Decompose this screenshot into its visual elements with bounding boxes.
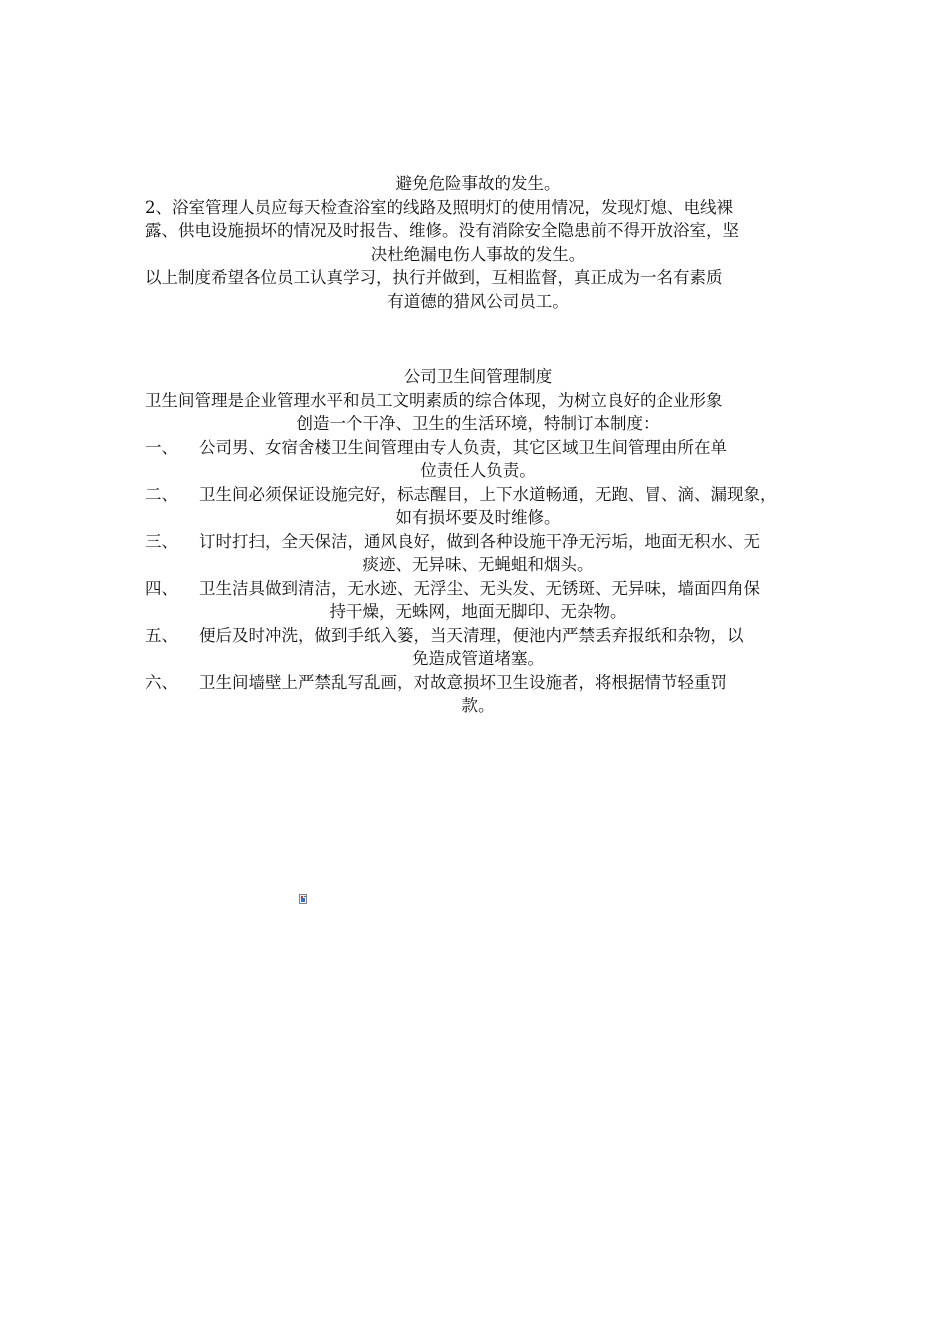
- paragraph-line: 订时打扫，全天保洁，通风良好，做到各种设施干净无污垢，地面无积水、无: [199, 531, 760, 551]
- paragraph-line: 创造一个干净、卫生的生活环境，特制订本制度：: [296, 414, 660, 433]
- paragraph-line: 卫生间必须保证设施完好，标志醒目，上下水道畅通，无跑、冒、滴、漏现象，: [199, 484, 777, 504]
- rule-item: [145, 577, 811, 624]
- rule-item: [145, 483, 811, 530]
- paragraph-line: 卫生间墙壁上严禁乱写乱画，对故意损坏卫生设施者，将根据情节轻重罚: [199, 672, 727, 692]
- paragraph-line: 位责任人负责。: [420, 461, 536, 480]
- rule-item: [145, 624, 811, 671]
- paragraph-line: 卫生洁具做到清洁，无水迹、无浮尘、无头发、无锈斑、无异味，墙面四角保: [199, 578, 760, 598]
- rule-2-paragraph: [145, 196, 811, 267]
- paragraph-line: 露、供电设施损坏的情况及时报告、维修。没有消除安全隐患前不得开放浴室，坚: [145, 221, 739, 240]
- item-marker: 五、: [145, 625, 178, 645]
- paragraph-line: 如有损坏要及时维修。: [395, 508, 561, 527]
- paragraph-line: 决杜绝漏电伤人事故的发生。: [370, 244, 586, 264]
- intro-paragraph: [145, 389, 811, 436]
- item-marker: 二、: [145, 484, 178, 504]
- rule-item: [145, 436, 811, 483]
- paragraph-line: 便后及时冲洗，做到手纸入篓，当天清理，便池内严禁丢弃报纸和杂物，以: [199, 625, 744, 645]
- paragraph-line: 避免危险事故的发生。: [395, 174, 561, 193]
- paragraph-line: 卫生间管理是企业管理水平和员工文明素质的综合体现，为树立良好的企业形象: [145, 390, 723, 410]
- paragraph-line: 有道德的猎风公司员工。: [387, 291, 569, 311]
- item-marker: 四、: [145, 578, 178, 598]
- paragraph-line: 款。: [461, 696, 495, 715]
- document-page: [145, 172, 811, 718]
- paragraph-line: 2、浴室管理人员应每天检查浴室的线路及照明灯的使用情况，发现灯熄、电线裸: [145, 197, 733, 217]
- section-title: 公司卫生间管理制度: [403, 367, 553, 386]
- item-marker: 六、: [145, 672, 178, 692]
- item-marker: 一、: [145, 437, 178, 457]
- closing-paragraph: [145, 266, 811, 313]
- paragraph-line: 公司男、女宿舍楼卫生间管理由专人负责，其它区域卫生间管理由所在单: [199, 437, 727, 457]
- broken-image-icon: [299, 894, 308, 905]
- item-marker: 三、: [145, 531, 178, 551]
- paragraph-continuation: [145, 172, 811, 196]
- paragraph-line: 痰迹、无异味、无蝇蛆和烟头。: [362, 555, 594, 574]
- paragraph-line: 持干燥，无蛛网，地面无脚印、无杂物。: [329, 602, 627, 621]
- paragraph-line: 以上制度希望各位员工认真学习，执行并做到，互相监督，真正成为一名有素质: [145, 268, 723, 287]
- rule-item: [145, 530, 811, 577]
- paragraph-line: 免造成管道堵塞。: [412, 649, 544, 668]
- rule-item: [145, 671, 811, 718]
